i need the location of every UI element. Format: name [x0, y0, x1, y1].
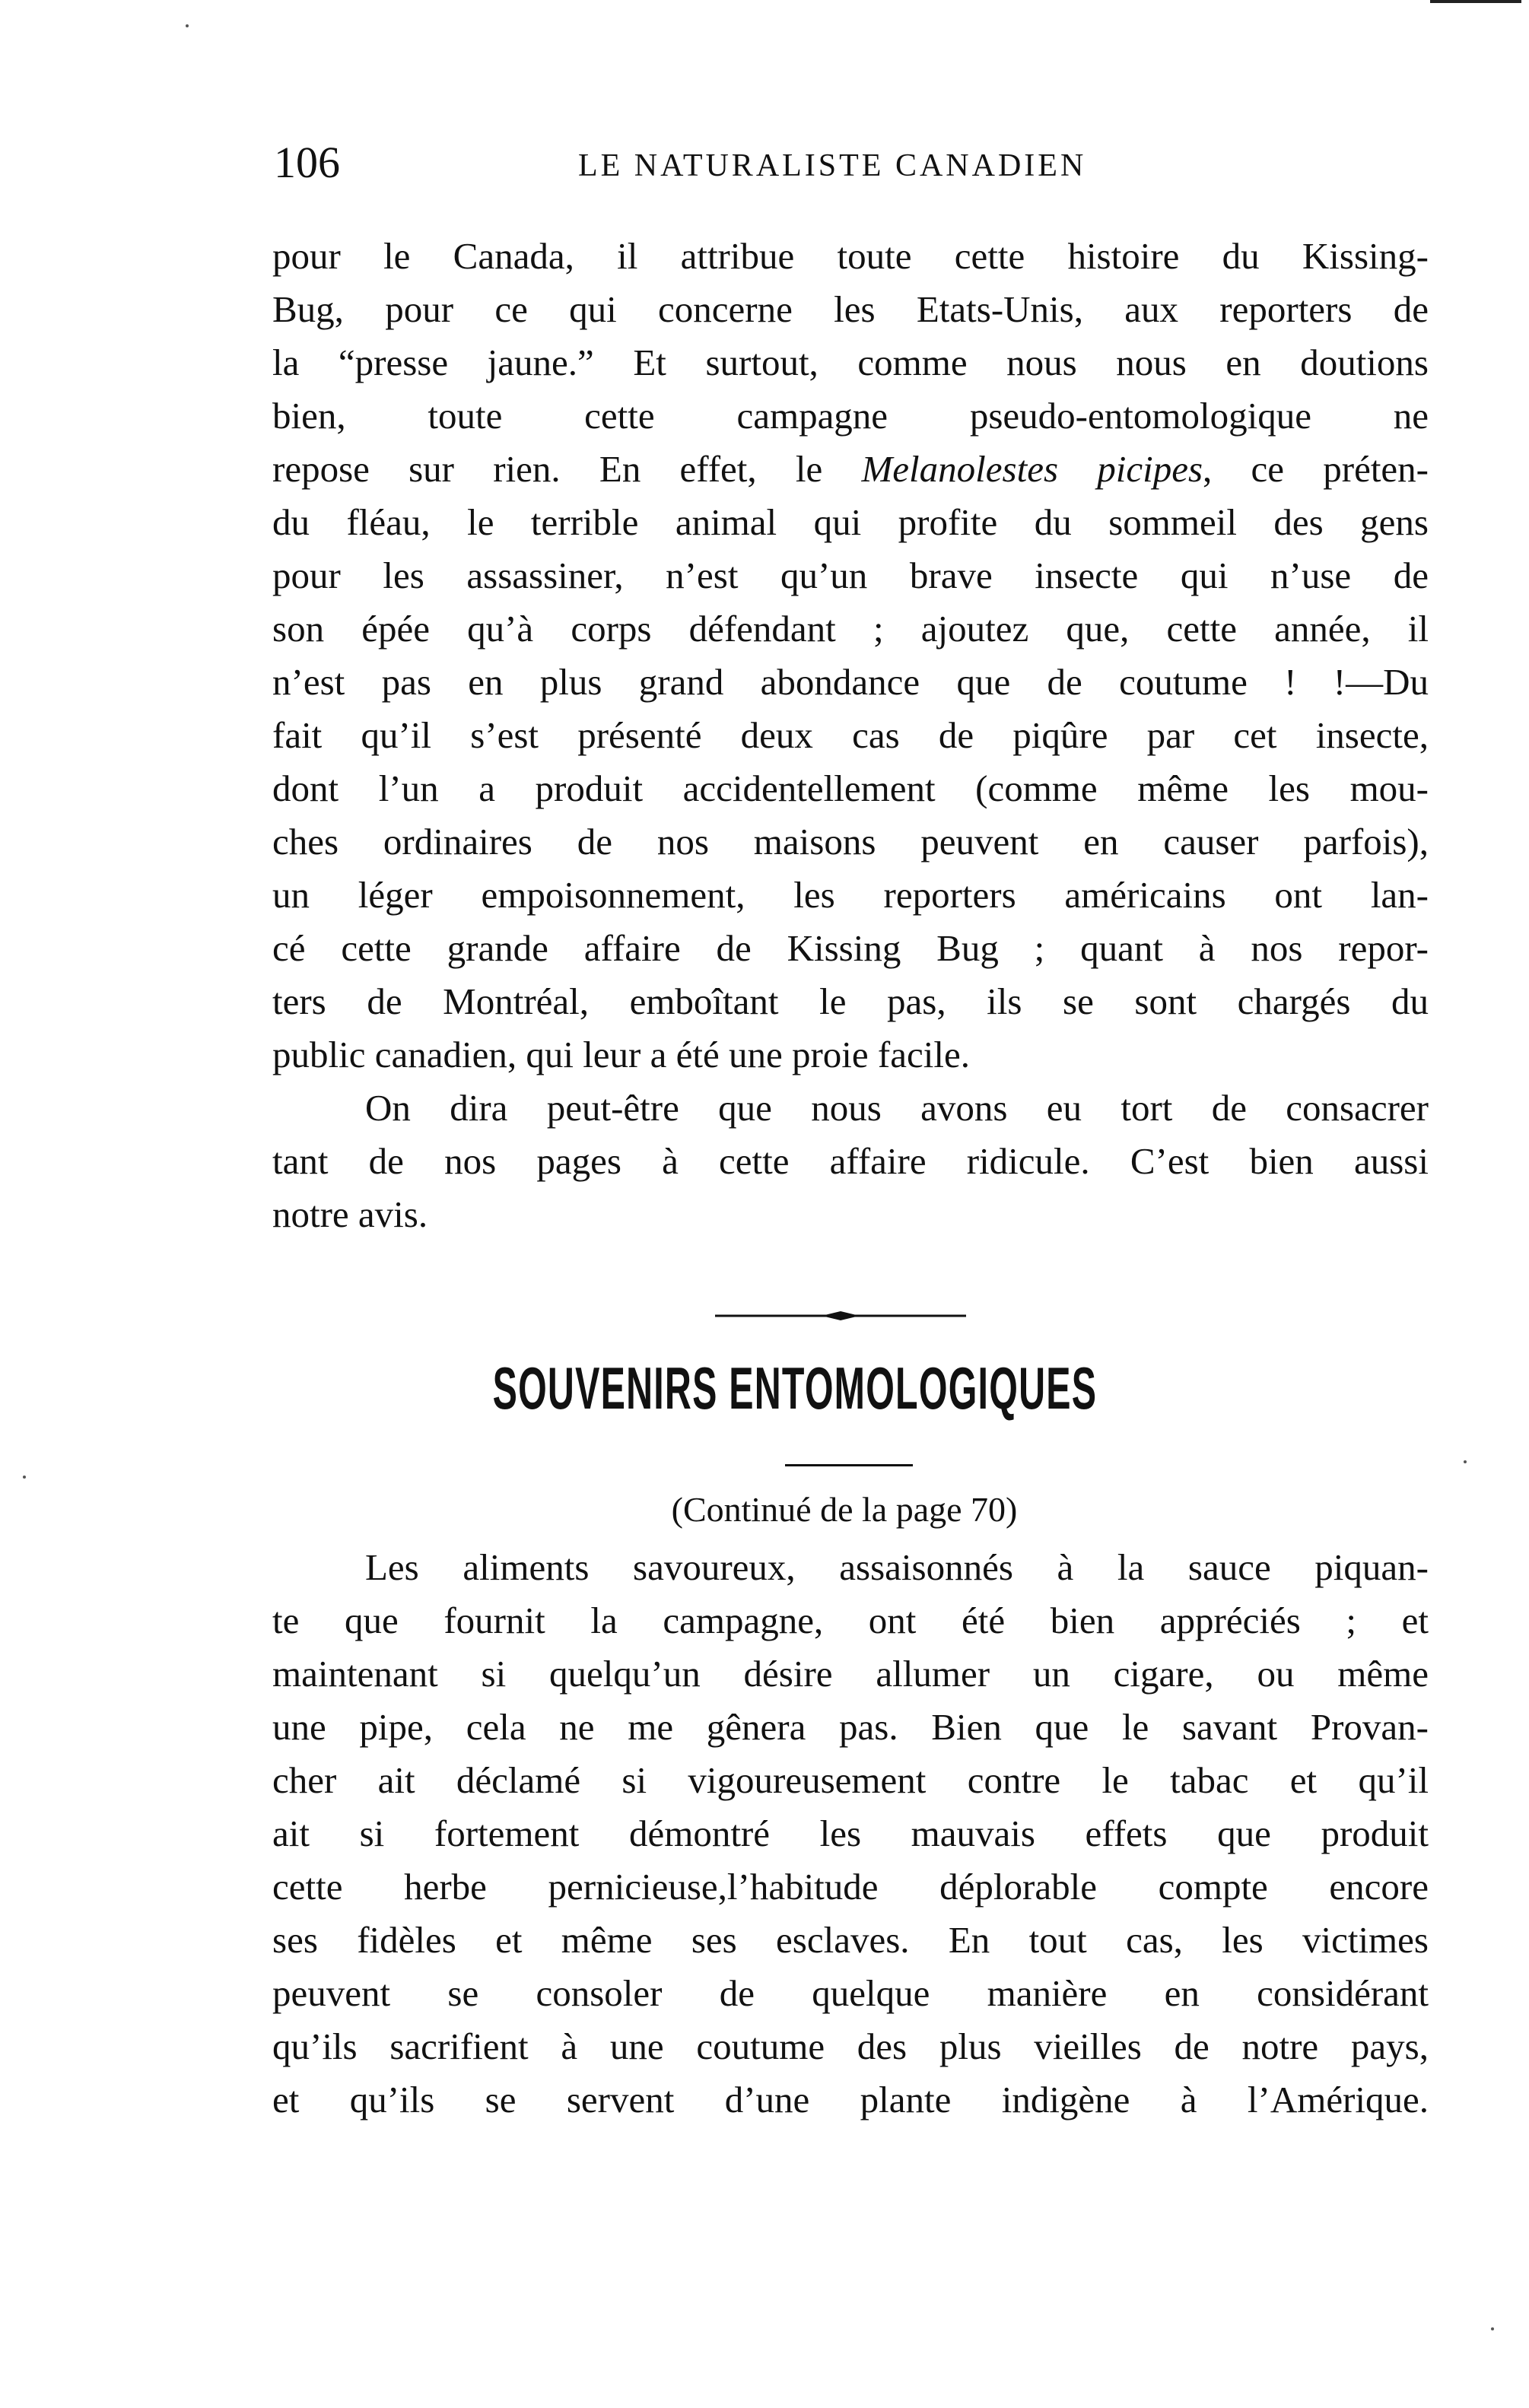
text-line: un léger empoisonnement, les reporters américains ont lan-	[272, 874, 1429, 916]
running-head: LE NATURALISTE CANADIEN	[578, 148, 1087, 183]
species-name: Melanolestes picipes	[861, 448, 1203, 490]
text-line: ses fidèles et même ses esclaves. En tout cas, les victimes	[272, 1919, 1429, 1961]
text-line: cé cette grande affaire de Kissing Bug ; quant à nos repor-	[272, 927, 1429, 969]
text-line: la “presse jaune.” Et surtout, comme nous nous en doutions	[272, 342, 1429, 383]
text-line: On dira peut-être que nous avons eu tort de consacrer	[365, 1087, 1429, 1129]
text-line: pour les assassiner, n’est qu’un brave insecte qui n’use de	[272, 554, 1429, 596]
text-line: peuvent se consoler de quelque manière en considérant	[272, 1972, 1429, 2014]
text-line: une pipe, cela ne me gênera pas. Bien que le savant Provan-	[272, 1706, 1429, 1748]
text-line: Les aliments savoureux, assaisonnés à la sauce piquan-	[365, 1546, 1429, 1588]
section-divider-ornament	[715, 1310, 966, 1322]
text-line: bien, toute cette campagne pseudo-entomologique ne	[272, 395, 1429, 437]
title-underline-rule	[785, 1464, 913, 1466]
continued-note: (Continué de la page 70)	[671, 1490, 1018, 1529]
scan-edge-mark	[1430, 0, 1521, 3]
scan-speck	[1491, 2327, 1494, 2330]
page-header	[274, 137, 1430, 198]
text-line: repose sur rien. En effet, le Melanolestes picipes, ce préten-	[272, 448, 1429, 490]
text-line: tant de nos pages à cette affaire ridicule. C’est bien aussi	[272, 1140, 1429, 1182]
paragraph-souvenirs	[272, 1541, 1429, 2127]
text-line: et qu’ils se servent d’une plante indigène à l’Amérique.	[272, 2079, 1429, 2121]
text-line: cher ait déclamé si vigoureusement contre le tabac et qu’il	[272, 1759, 1429, 1801]
text-line: cette herbe pernicieuse,l’habitude déplorable compte encore	[272, 1866, 1429, 1908]
scan-speck	[1464, 1460, 1467, 1463]
text-line: ters de Montréal, emboîtant le pas, ils se sont chargés du	[272, 980, 1429, 1022]
text-line: du fléau, le terrible animal qui profite du sommeil des gens	[272, 501, 1429, 543]
text-line: notre avis.	[272, 1193, 428, 1235]
text-line: public canadien, qui leur a été une proie facile.	[272, 1034, 970, 1075]
text-line: fait qu’il s’est présenté deux cas de piqûre par cet insecte,	[272, 714, 1429, 756]
text-line: ches ordinaires de nos maisons peuvent en causer parfois),	[272, 821, 1429, 862]
text-line: dont l’un a produit accidentellement (comme même les mou-	[272, 767, 1429, 809]
section-title: SOUVENIRS ENTOMOLOGIQUES	[492, 1355, 1098, 1422]
text-line: ait si fortement démontré les mauvais effets que produit	[272, 1812, 1429, 1854]
scan-speck	[186, 24, 189, 27]
text-line: n’est pas en plus grand abondance que de coutume ! !—Du	[272, 661, 1429, 703]
text-line: Bug, pour ce qui concerne les Etats-Unis, aux reporters de	[272, 288, 1429, 330]
text-line: te que fournit la campagne, ont été bien appréciés ; et	[272, 1600, 1429, 1641]
paragraph-kissing-bug	[272, 230, 1429, 1082]
scan-speck	[23, 1476, 26, 1479]
page-number: 106	[274, 138, 340, 187]
text-line: maintenant si quelqu’un désire allumer un cigare, ou même	[272, 1653, 1429, 1695]
text-line: son épée qu’à corps défendant ; ajoutez que, cette année, il	[272, 608, 1429, 650]
paragraph-conclusion	[272, 1082, 1429, 1241]
text-line: qu’ils sacrifient à une coutume des plus vieilles de notre pays,	[272, 2025, 1429, 2067]
text-line: pour le Canada, il attribue toute cette histoire du Kissing-	[272, 235, 1429, 277]
